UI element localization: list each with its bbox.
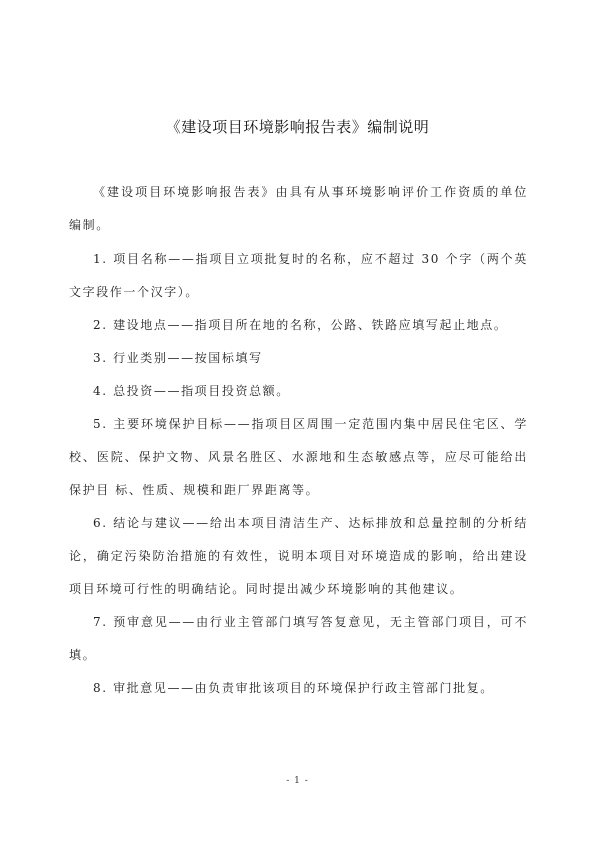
document-title: 《建设项目环境影响报告表》编制说明 bbox=[165, 118, 430, 136]
document-body bbox=[69, 176, 528, 705]
item-preliminary-review: 7. 预审意见——由行业主管部门填写答复意见，无主管部门项目，可不填。 bbox=[69, 615, 528, 662]
item-project-name: 1. 项目名称——指项目立项批复时的名称，应不超过 30 个字（两个英文字段作一个汉字）。 bbox=[69, 252, 528, 299]
item-protection-targets: 5. 主要环境保护目标——指项目区周围一定范围内集中居民住宅区、学校、医院、保护文物、风景名胜区、水源地和生态敏感点等，应尽可能给出保护目 标、性质、规模和距厂界距离等。 bbox=[69, 417, 528, 497]
item-total-investment: 4. 总投资——指项目投资总额。 bbox=[93, 384, 290, 398]
item-approval-opinion: 8. 审批意见——由负责审批该项目的环境保护行政主管部门批复。 bbox=[93, 681, 494, 695]
page-number: - 1 - bbox=[286, 776, 309, 786]
item-industry-category: 3. 行业类别——按国标填写 bbox=[93, 351, 263, 365]
item-conclusion: 6. 结论与建议——给出本项目清洁生产、达标排放和总量控制的分析结论，确定污染防治措施的有效性，说明本项目对环境造成的影响，给出建设项目环境可行性的明确结论。同时提出减少环境影响的其他建议。 bbox=[69, 516, 528, 596]
intro-paragraph: 《建设项目环境影响报告表》由具有从事环境影响评价工作资质的单位编制。 bbox=[69, 185, 528, 232]
item-construction-site: 2. 建设地点——指项目所在地的名称，公路、铁路应填写起止地点。 bbox=[93, 318, 508, 332]
